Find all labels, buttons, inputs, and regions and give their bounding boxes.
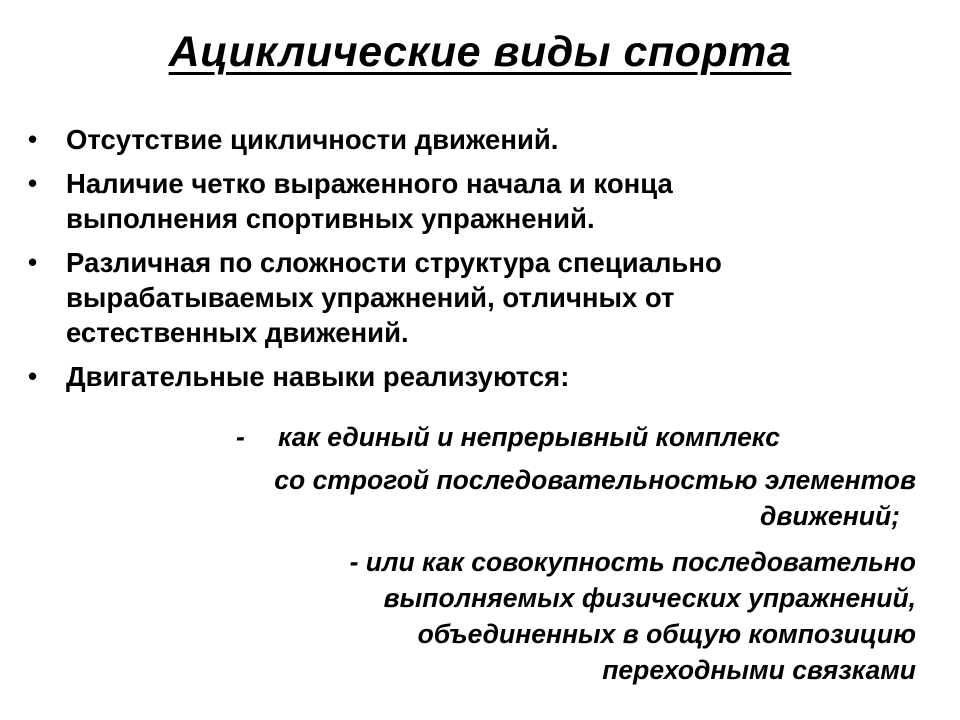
bullet-text-line: Двигательные навыки реализуются: [66, 361, 570, 392]
sub-item-text: объединенных в общую композицию [417, 619, 916, 649]
bullet-marker: • [28, 124, 38, 154]
bullet-text-line: Различная по сложности структура специально [66, 247, 722, 278]
slide-title: Ациклические виды спорта [168, 28, 792, 76]
sub-item-second [350, 544, 916, 688]
bullet-marker: • [28, 247, 38, 277]
bullet-marker: • [28, 168, 38, 198]
bullet-text-line: вырабатываемых упражнений, отличных от [66, 282, 675, 313]
sub-item-text: - или как совокупность последовательно [349, 547, 916, 577]
sub-item-text: со строгой последовательностью элементов [274, 465, 916, 495]
sub-item-text: переходными связками [602, 655, 916, 685]
sub-item-first-line1 [236, 419, 780, 455]
sub-item-dash: - [236, 422, 245, 452]
bullet-item [28, 359, 908, 394]
bullet-text-line: естественных движений. [66, 317, 409, 348]
bullet-text-line: выполнения спортивных упражнений. [66, 203, 595, 234]
sub-item-text: выполняемых физических упражнений, [383, 583, 916, 613]
bullet-text-line: Отсутствие цикличности движений. [66, 124, 559, 155]
sub-item-first-continuation [274, 462, 916, 534]
bullet-marker: • [28, 361, 38, 391]
bullet-item [28, 122, 908, 157]
bullet-item [28, 245, 908, 350]
bullet-item [28, 166, 908, 236]
sub-item-text: движений; [759, 501, 900, 531]
bullet-list [28, 122, 908, 403]
bullet-text-line: Наличие четко выраженного начала и конца [66, 168, 673, 199]
sub-item-text: как единый и непрерывный комплекс [278, 422, 780, 452]
